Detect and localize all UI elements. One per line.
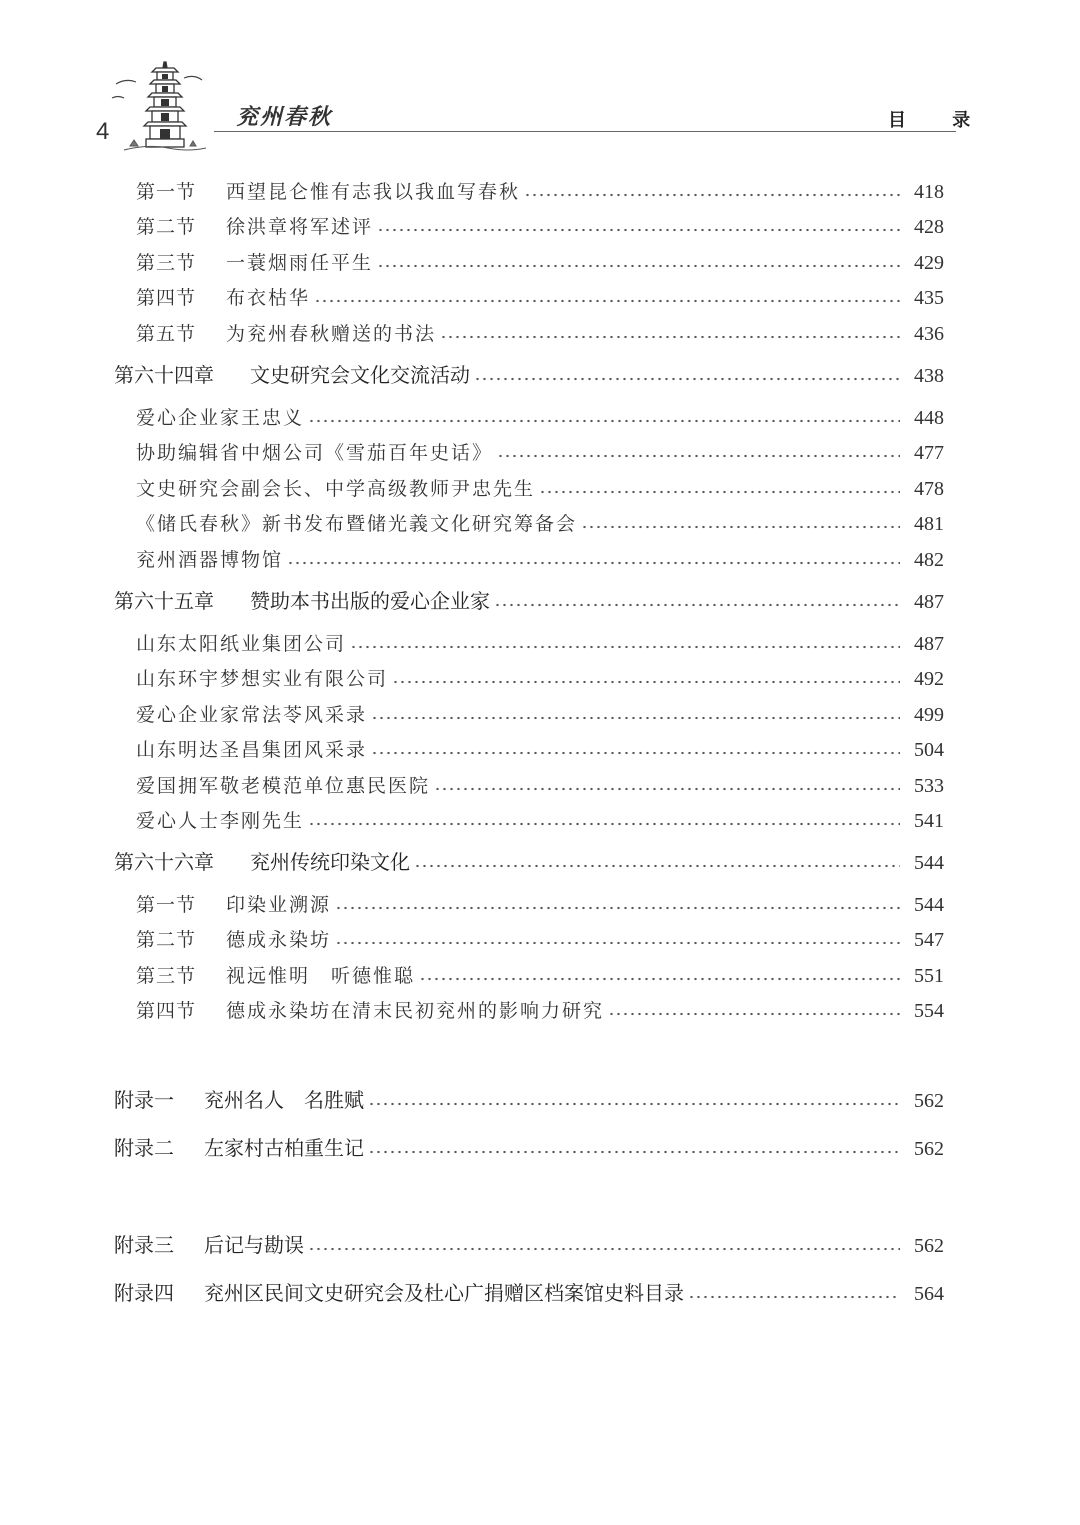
- toc-entry-title: 德成永染坊在清末民初兖州的影响力研究: [226, 1000, 605, 1022]
- toc-appendix[interactable]: [114, 1081, 944, 1113]
- toc-appendix-label: 附录二: [114, 1136, 174, 1160]
- dot-leader: [314, 298, 900, 304]
- toc-entry-title: 爱国拥军敬老模范单位惠民医院: [136, 775, 431, 797]
- toc-entry-title: 视远惟明 听德惟聪: [226, 965, 416, 987]
- toc-entry-page: 478: [914, 478, 944, 500]
- toc-chapter-page: 438: [914, 365, 944, 387]
- page-header: [0, 0, 1080, 160]
- dot-leader: [434, 786, 900, 792]
- toc-entry-page: 544: [914, 894, 944, 916]
- toc-appendix-page: 562: [914, 1090, 944, 1112]
- toc-entry-title: 爱心企业家王忠义: [136, 407, 305, 429]
- toc-entry[interactable]: [136, 207, 944, 239]
- toc-entry-label: 第一节: [136, 181, 197, 203]
- dot-leader: [350, 644, 900, 650]
- toc-appendix-title: 左家村古柏重生记: [204, 1136, 364, 1160]
- dot-leader: [608, 1011, 900, 1017]
- toc-chapter-label: 第六十六章: [114, 850, 214, 874]
- toc-entry-page: 435: [914, 287, 944, 309]
- toc-entry[interactable]: [136, 991, 944, 1023]
- dot-leader: [440, 334, 900, 340]
- toc-entry[interactable]: [136, 801, 944, 833]
- toc-entry-title: 文史研究会副会长、中学高级教师尹忠先生: [136, 478, 536, 500]
- toc-appendix-title: 兖州名人 名胜赋: [204, 1088, 364, 1112]
- toc-chapter[interactable]: [114, 582, 944, 614]
- toc-entry-title: 山东太阳纸业集团公司: [136, 633, 347, 655]
- toc-entry-label: 第二节: [136, 929, 197, 951]
- dot-leader: [377, 263, 900, 269]
- toc-entry[interactable]: [136, 398, 944, 430]
- toc-chapter[interactable]: [114, 356, 944, 388]
- toc-entry-page: 547: [914, 929, 944, 951]
- dot-leader: [419, 976, 900, 982]
- toc-entry-page: 541: [914, 810, 944, 832]
- toc-appendix-page: 562: [914, 1235, 944, 1257]
- dot-leader: [497, 453, 900, 459]
- toc-chapter-title: 文史研究会文化交流活动: [250, 363, 470, 387]
- page-number: 4: [96, 118, 110, 145]
- dot-leader: [539, 489, 900, 495]
- toc-entry[interactable]: [136, 469, 944, 501]
- toc-entry-label: 第三节: [136, 252, 197, 274]
- dot-leader: [368, 1101, 900, 1107]
- toc-chapter-title: 兖州传统印染文化: [250, 850, 410, 874]
- dot-leader: [371, 750, 900, 756]
- pagoda-icon: [108, 58, 208, 154]
- dot-leader: [688, 1294, 900, 1300]
- toc-entry-page: 436: [914, 323, 944, 345]
- dot-leader: [335, 905, 900, 911]
- toc-appendix-label: 附录四: [114, 1281, 174, 1305]
- toc-entry[interactable]: [136, 243, 944, 275]
- toc-entry[interactable]: [136, 314, 944, 346]
- toc-entry[interactable]: [136, 659, 944, 691]
- dot-leader: [494, 602, 900, 608]
- dot-leader: [308, 1246, 900, 1252]
- dot-leader: [371, 715, 900, 721]
- toc-appendix-title: 兖州区民间文史研究会及杜心广捐赠区档案馆史料目录: [204, 1281, 684, 1305]
- toc-entry-title: 兖州酒器博物馆: [136, 549, 284, 571]
- toc-entry-title: 德成永染坊: [226, 929, 332, 951]
- toc-entry-title: 山东环宇梦想实业有限公司: [136, 668, 389, 690]
- toc-entry-title: 徐洪章将军述评: [226, 216, 374, 238]
- toc-entry-label: 第五节: [136, 323, 197, 345]
- toc-entry-page: 477: [914, 442, 944, 464]
- toc-entry-title: 印染业溯源: [226, 894, 332, 916]
- toc-entry-title: 爱心人士李刚先生: [136, 810, 305, 832]
- toc-entry[interactable]: [136, 956, 944, 988]
- toc-chapter-label: 第六十五章: [114, 589, 214, 613]
- toc-entry[interactable]: [136, 920, 944, 952]
- toc-appendix-page: 562: [914, 1138, 944, 1160]
- toc-entry-page: 428: [914, 216, 944, 238]
- dot-leader: [524, 192, 900, 198]
- toc-entry[interactable]: [136, 885, 944, 917]
- toc-entry-label: 第四节: [136, 287, 197, 309]
- toc-entry-page: 504: [914, 739, 944, 761]
- toc-entry[interactable]: [136, 730, 944, 762]
- toc-entry-page: 554: [914, 1000, 944, 1022]
- toc-entry[interactable]: [136, 172, 944, 204]
- toc-entry-title: 协助编辑省中烟公司《雪茄百年史话》: [136, 442, 494, 464]
- dot-leader: [414, 863, 900, 869]
- toc-chapter-title: 赞助本书出版的爱心企业家: [250, 589, 490, 613]
- toc-entry[interactable]: [136, 504, 944, 536]
- toc-entry-label: 第四节: [136, 1000, 197, 1022]
- toc-entry-label: 第一节: [136, 894, 197, 916]
- dot-leader: [287, 560, 900, 566]
- toc-appendix-label: 附录三: [114, 1233, 174, 1257]
- toc-entry-page: 418: [914, 181, 944, 203]
- dot-leader: [377, 227, 900, 233]
- dot-leader: [392, 679, 900, 685]
- dot-leader: [335, 940, 900, 946]
- toc-entry[interactable]: [136, 540, 944, 572]
- toc-entry-title: 布衣枯华: [226, 287, 311, 309]
- dot-leader: [474, 376, 900, 382]
- toc-entry-label: 第二节: [136, 216, 197, 238]
- toc-appendix-label: 附录一: [114, 1088, 174, 1112]
- toc-entry[interactable]: [136, 433, 944, 465]
- toc-appendix-page: 564: [914, 1283, 944, 1305]
- toc-chapter[interactable]: [114, 843, 944, 875]
- toc-entry[interactable]: [136, 766, 944, 798]
- toc-appendix[interactable]: [114, 1129, 944, 1161]
- book-title: 兖州春秋: [236, 104, 333, 130]
- toc-chapter-page: 544: [914, 852, 944, 874]
- toc-entry[interactable]: [136, 624, 944, 656]
- toc-entry-page: 481: [914, 513, 944, 535]
- toc-appendix-title: 后记与勘误: [204, 1233, 304, 1257]
- toc-entry-page: 429: [914, 252, 944, 274]
- toc-entry-page: 492: [914, 668, 944, 690]
- section-title: 目 录: [888, 110, 991, 131]
- toc-entry-title: 山东明达圣昌集团风采录: [136, 739, 368, 761]
- toc-entry[interactable]: [136, 278, 944, 310]
- dot-leader: [308, 821, 900, 827]
- toc-entry-title: 一蓑烟雨任平生: [226, 252, 374, 274]
- toc-entry-title: 为兖州春秋赠送的书法: [226, 323, 437, 345]
- dot-leader: [581, 524, 900, 530]
- toc-entry-page: 499: [914, 704, 944, 726]
- toc-entry-page: 551: [914, 965, 944, 987]
- toc-entry-page: 448: [914, 407, 944, 429]
- toc-entry-title: 《储氏春秋》新书发布暨储光義文化研究筹备会: [136, 513, 578, 535]
- toc-chapter-page: 487: [914, 591, 944, 613]
- header-rule: [214, 131, 956, 132]
- toc-appendix[interactable]: [114, 1274, 944, 1306]
- toc-entry-page: 533: [914, 775, 944, 797]
- toc-entry-page: 482: [914, 549, 944, 571]
- dot-leader: [308, 418, 900, 424]
- toc-entry-label: 第三节: [136, 965, 197, 987]
- toc-entry[interactable]: [136, 695, 944, 727]
- toc-chapter-label: 第六十四章: [114, 363, 214, 387]
- dot-leader: [368, 1149, 900, 1155]
- toc-entry-page: 487: [914, 633, 944, 655]
- toc-appendix[interactable]: [114, 1226, 944, 1258]
- toc-entry-title: 西望昆仑惟有志我以我血写春秋: [226, 181, 521, 203]
- toc-entry-title: 爱心企业家常法苓风采录: [136, 704, 368, 726]
